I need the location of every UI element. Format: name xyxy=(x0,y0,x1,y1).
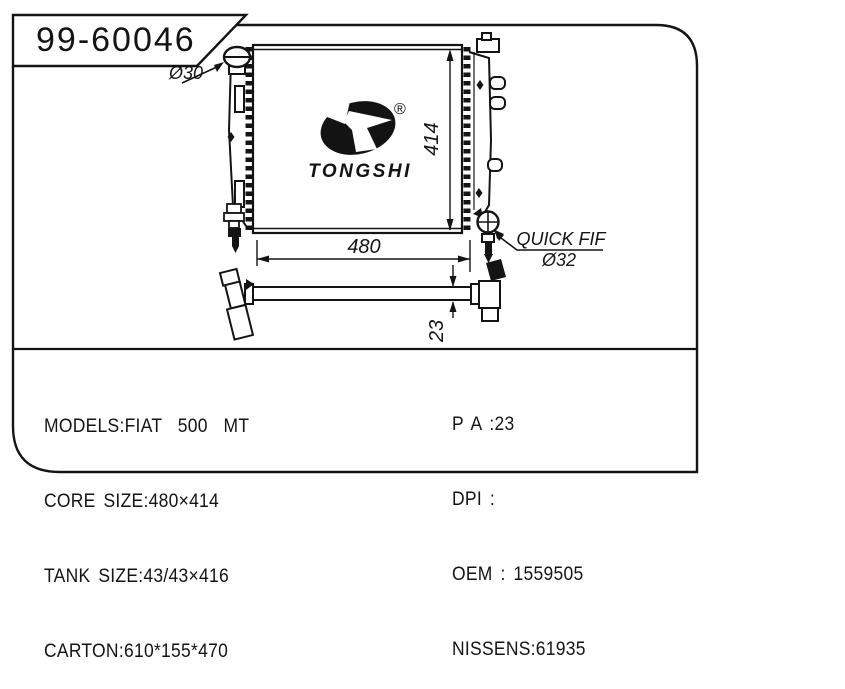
spec-core-size: CORE SIZE:480×414 xyxy=(44,491,220,512)
thickness-value: 23 xyxy=(426,319,448,343)
radiator-front-view xyxy=(168,33,607,272)
quick-fit-diameter: Ø32 xyxy=(541,250,577,270)
quick-fit-label: QUICK FIF xyxy=(516,229,606,249)
dim-core-width xyxy=(257,236,470,272)
radiator-side-view xyxy=(218,259,506,343)
spec-carton: CARTON:610*155*470 xyxy=(44,641,229,662)
spec-list-left xyxy=(44,364,249,689)
dim-thickness xyxy=(426,265,457,343)
logo-text: TONGSHI xyxy=(308,161,412,182)
side-right-bracket xyxy=(479,259,506,321)
cap-diameter-callout xyxy=(168,62,224,83)
core-width-value: 480 xyxy=(347,236,381,258)
logo-registered-mark: ® xyxy=(394,101,406,118)
spec-tank-size: TANK SIZE:43/43×416 xyxy=(44,566,230,587)
spec-models: MODELS:FIAT 500 MT xyxy=(44,416,250,437)
spec-nissens: NISSENS:61935 xyxy=(452,639,586,660)
drain-plug xyxy=(224,204,244,253)
side-core-bar xyxy=(252,287,472,300)
core-height-value: 414 xyxy=(421,122,443,156)
quick-fit-callout xyxy=(494,229,607,270)
right-tank xyxy=(469,33,505,263)
spec-oem: OEM : 1559505 xyxy=(452,564,584,585)
part-number: 99-60046 xyxy=(36,20,196,59)
cap-diameter-label: Ø30 xyxy=(168,63,204,83)
left-bracket-upper xyxy=(235,86,244,112)
spec-list-right xyxy=(452,362,586,687)
spec-pa: P A :23 xyxy=(452,414,515,435)
spec-dpi: DPI : xyxy=(452,489,495,510)
